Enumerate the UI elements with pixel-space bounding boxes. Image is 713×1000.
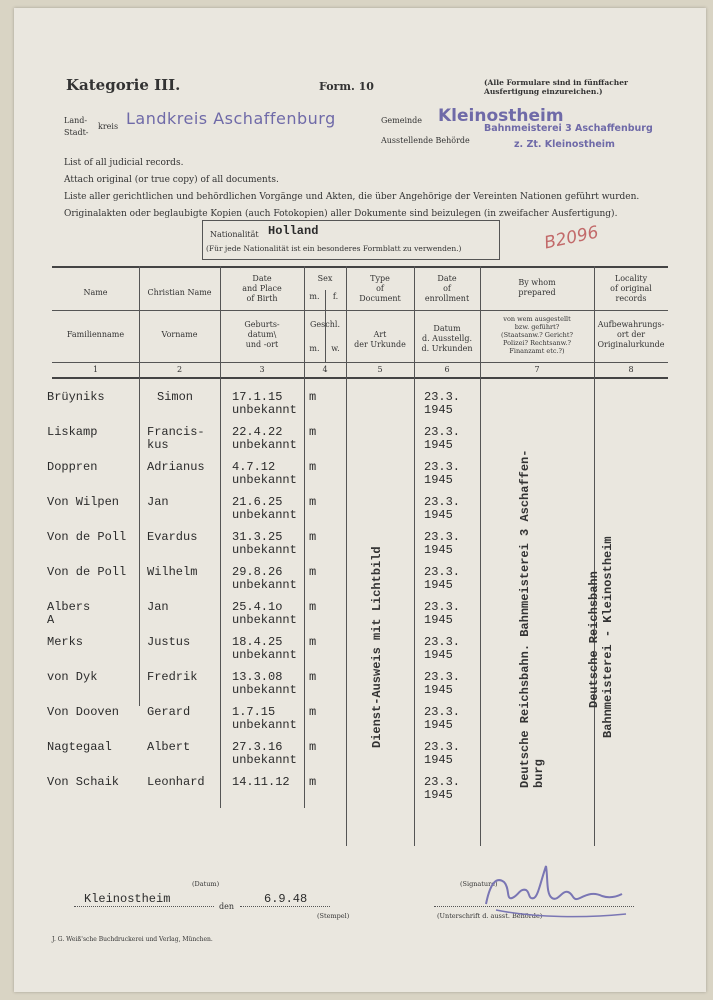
- handwritten-number: B2096: [542, 222, 601, 254]
- row-birth-place: unbekannt: [232, 718, 297, 732]
- row-name-cont: A: [47, 613, 55, 627]
- row-birth-date: 22.4.22: [232, 425, 283, 439]
- row-first-name: Evardus: [147, 530, 198, 544]
- row-first-name: Albert: [147, 740, 191, 754]
- row-birth-place: unbekannt: [232, 438, 297, 452]
- col-header-prepared: By whom prepared: [518, 278, 556, 297]
- row-sex: m: [309, 705, 317, 719]
- doc-type-vertical: Dienst-Ausweis mit Lichtbild: [370, 546, 384, 748]
- row-birth-date: 25.4.1o: [232, 600, 283, 614]
- nationality-value: Holland: [268, 224, 319, 238]
- row-birth-date: 4.7.12: [232, 460, 276, 474]
- row-birth-place: unbekannt: [232, 403, 297, 417]
- row-sex: m: [309, 530, 317, 544]
- row-doc-date: 23.3.: [424, 425, 461, 439]
- col-number-1: 1: [92, 365, 99, 374]
- row-first-name: Gerard: [147, 705, 191, 719]
- table-rule-en-de: [52, 310, 668, 311]
- row-sex: m: [309, 775, 317, 789]
- table-rule-numbers: [52, 362, 668, 363]
- stadt-label: Stadt-: [64, 128, 89, 137]
- col-header-art: Art der Urkunde: [354, 330, 406, 349]
- col-header-geschlecht: Geschl.: [310, 320, 340, 329]
- row-sex: m: [309, 600, 317, 614]
- row-birth-place: unbekannt: [232, 648, 297, 662]
- row-birth-date: 21.6.25: [232, 495, 283, 509]
- printer-imprint: J. G. Weiß'sche Buchdruckerei und Verlag, München.: [52, 936, 213, 943]
- row-doc-date: 23.3.: [424, 635, 461, 649]
- row-sex: m: [309, 635, 317, 649]
- row-name: Von Schaik: [47, 775, 120, 789]
- nationality-note: (Für jede Nationalität ist ein besonderes Formblatt zu verwenden.): [206, 244, 462, 253]
- land-label: Land-: [64, 116, 88, 125]
- row-name: Brüyniks: [47, 390, 105, 404]
- kreis-label: kreis: [98, 122, 119, 131]
- row-doc-year: 1945: [424, 473, 453, 487]
- instruction-line-4: Originalakten oder beglaubigte Kopien (auch Fotokopien) aller Dokumente sind beizulegen (in zweifacher Ausfertigung).: [64, 209, 618, 219]
- col-number-6: 6: [444, 365, 450, 374]
- col-header-doc-type: Type of Document: [359, 274, 401, 303]
- row-doc-date: 23.3.: [424, 565, 461, 579]
- date-label: (Datum): [192, 880, 220, 888]
- gemeinde-label: Gemeinde: [381, 116, 423, 125]
- row-sex: m: [309, 495, 317, 509]
- signature-label: (Signature): [460, 880, 498, 888]
- nationality-box: [202, 220, 500, 260]
- col-header-von-wem: von wem ausgestellt bzw. geführt? (Staatsanw.? Gericht? Polizei? Rechtsanw.? Finanzamt etc.?): [501, 315, 573, 355]
- col-header-name: Name: [83, 288, 108, 297]
- row-birth-place: unbekannt: [232, 508, 297, 522]
- row-doc-year: 1945: [424, 403, 453, 417]
- col-header-sex-m: m.: [309, 292, 320, 301]
- col-header-locality: Locality of original records: [610, 274, 652, 303]
- unterschrift-label: (Unterschrift d. ausst. Behörde): [437, 912, 543, 920]
- row-name: Doppren: [47, 460, 98, 474]
- row-sex: m: [309, 670, 317, 684]
- form-number: Form. 10: [319, 80, 374, 93]
- col-header-geschl-m: m.: [309, 344, 320, 353]
- col-number-7: 7: [534, 365, 540, 374]
- row-sex: m: [309, 460, 317, 474]
- row-name: von Dyk: [47, 670, 98, 684]
- instruction-line-2: Attach original (or true copy) of all documents.: [64, 175, 279, 185]
- row-first-name: Francis-: [147, 425, 205, 439]
- row-doc-year: 1945: [424, 753, 453, 767]
- row-birth-date: 29.8.26: [232, 565, 283, 579]
- col-header-vorname: Vorname: [161, 330, 198, 339]
- row-birth-place: unbekannt: [232, 578, 297, 592]
- row-sex: m: [309, 565, 317, 579]
- col-number-8: 8: [628, 365, 634, 374]
- row-first-name: Wilhelm: [147, 565, 198, 579]
- row-doc-date: 23.3.: [424, 705, 461, 719]
- row-first-name: Simon: [157, 390, 194, 404]
- row-birth-place: unbekannt: [232, 473, 297, 487]
- col-header-geschl-w: w.: [331, 344, 340, 353]
- row-first-name: Justus: [147, 635, 191, 649]
- col-number-2: 2: [176, 365, 183, 374]
- gemeinde-stamp: Kleinostheim: [438, 106, 564, 126]
- row-birth-place: unbekannt: [232, 753, 297, 767]
- stempel-label: (Stempel): [317, 912, 350, 920]
- date-dotted-line: [240, 906, 330, 907]
- row-doc-year: 1945: [424, 788, 453, 802]
- row-sex: m: [309, 390, 317, 404]
- locality-vertical-line1: Deutsche Reichsbahn: [587, 571, 601, 708]
- row-doc-year: 1945: [424, 648, 453, 662]
- category-title: Kategorie III.: [66, 76, 181, 94]
- col-number-3: 3: [259, 365, 265, 374]
- row-doc-date: 23.3.: [424, 600, 461, 614]
- row-first-name-cont: kus: [147, 438, 169, 452]
- table-rule-body: [52, 377, 668, 379]
- col-divider-7: [594, 266, 595, 846]
- behoerde-stamp-line1: Bahnmeisterei 3 Aschaffenburg: [484, 123, 653, 134]
- nationality-label: Nationalität: [210, 230, 259, 239]
- row-sex: m: [309, 740, 317, 754]
- col-header-familienname: Familienname: [66, 330, 125, 339]
- row-name: Von Wilpen: [47, 495, 120, 509]
- row-first-name: Leonhard: [147, 775, 205, 789]
- col-divider-4: [346, 266, 347, 846]
- row-name: Nagtegaal: [47, 740, 112, 754]
- row-doc-year: 1945: [424, 543, 453, 557]
- landkreis-stamp: Landkreis Aschaffenburg: [126, 109, 336, 128]
- row-birth-place: unbekannt: [232, 683, 297, 697]
- row-birth-place: unbekannt: [232, 543, 297, 557]
- den-label: den: [219, 902, 235, 911]
- row-doc-date: 23.3.: [424, 460, 461, 474]
- footer-date: 6.9.48: [264, 892, 308, 906]
- row-doc-year: 1945: [424, 508, 453, 522]
- row-name: Von de Poll: [47, 530, 127, 544]
- row-doc-year: 1945: [424, 438, 453, 452]
- col-header-enrollment: Date of enrollment: [424, 274, 470, 303]
- row-doc-year: 1945: [424, 683, 453, 697]
- document-page: [14, 8, 706, 992]
- row-birth-date: 13.3.08: [232, 670, 283, 684]
- place-dotted-line: [74, 906, 214, 907]
- col-header-sex: Sex: [317, 274, 333, 283]
- footer-place: Kleinostheim: [84, 892, 171, 906]
- col-header-birth: Date and Place of Birth: [242, 274, 282, 303]
- row-doc-year: 1945: [424, 613, 453, 627]
- row-name: Merks: [47, 635, 84, 649]
- row-birth-date: 31.3.25: [232, 530, 283, 544]
- behoerde-stamp-line2: z. Zt. Kleinostheim: [514, 139, 615, 150]
- row-birth-date: 17.1.15: [232, 390, 283, 404]
- behoerde-label: Ausstellende Behörde: [381, 136, 470, 145]
- col-header-christian-name: Christian Name: [147, 288, 212, 297]
- row-doc-date: 23.3.: [424, 740, 461, 754]
- prepared-by-vertical-line2: burg: [532, 759, 546, 788]
- row-birth-date: 1.7.15: [232, 705, 276, 719]
- row-name: Liskamp: [47, 425, 98, 439]
- row-doc-date: 23.3.: [424, 495, 461, 509]
- row-sex: m: [309, 425, 317, 439]
- col-number-5: 5: [377, 365, 383, 374]
- row-doc-date: 23.3.: [424, 775, 461, 789]
- row-first-name: Fredrik: [147, 670, 198, 684]
- row-first-name: Jan: [147, 600, 169, 614]
- row-first-name: Adrianus: [147, 460, 205, 474]
- row-birth-date: 14.11.12: [232, 775, 290, 789]
- table-top-rule: [52, 266, 668, 268]
- prepared-by-vertical-line1: Deutsche Reichsbahn. Bahnmeisterei 3 Aschaffen-: [518, 449, 532, 788]
- col-header-sex-f: f.: [332, 292, 339, 301]
- row-doc-date: 23.3.: [424, 670, 461, 684]
- row-name: Von Dooven: [47, 705, 120, 719]
- col-number-4: 4: [322, 365, 328, 374]
- row-birth-date: 27.3.16: [232, 740, 283, 754]
- col-header-geburtsdatum: Geburts- datum\ und -ort: [244, 320, 280, 349]
- locality-vertical-line2: Bahnmeisterei - Kleinostheim: [601, 536, 615, 738]
- col-header-aufbewahrungsort: Aufbewahrungs- ort der Originalurkunde: [597, 320, 665, 349]
- form-note: (Alle Formulare sind in fünffacher Ausfertigung einzureichen.): [484, 78, 628, 96]
- row-first-name: Jan: [147, 495, 169, 509]
- row-name: Von de Poll: [47, 565, 127, 579]
- row-birth-date: 18.4.25: [232, 635, 283, 649]
- row-doc-year: 1945: [424, 578, 453, 592]
- col-header-datum: Datum d. Ausstellg. d. Urkunden: [421, 324, 473, 353]
- row-doc-date: 23.3.: [424, 530, 461, 544]
- row-doc-year: 1945: [424, 718, 453, 732]
- row-name: Albers: [47, 600, 91, 614]
- row-doc-date: 23.3.: [424, 390, 461, 404]
- instruction-line-3: Liste aller gerichtlichen und behördlichen Vorgänge und Akten, die über Angehörige der Vereinten Nationen geführt wurden.: [64, 192, 640, 202]
- handwritten-signature: [476, 858, 636, 920]
- row-birth-place: unbekannt: [232, 613, 297, 627]
- instruction-line-1: List of all judicial records.: [64, 158, 184, 168]
